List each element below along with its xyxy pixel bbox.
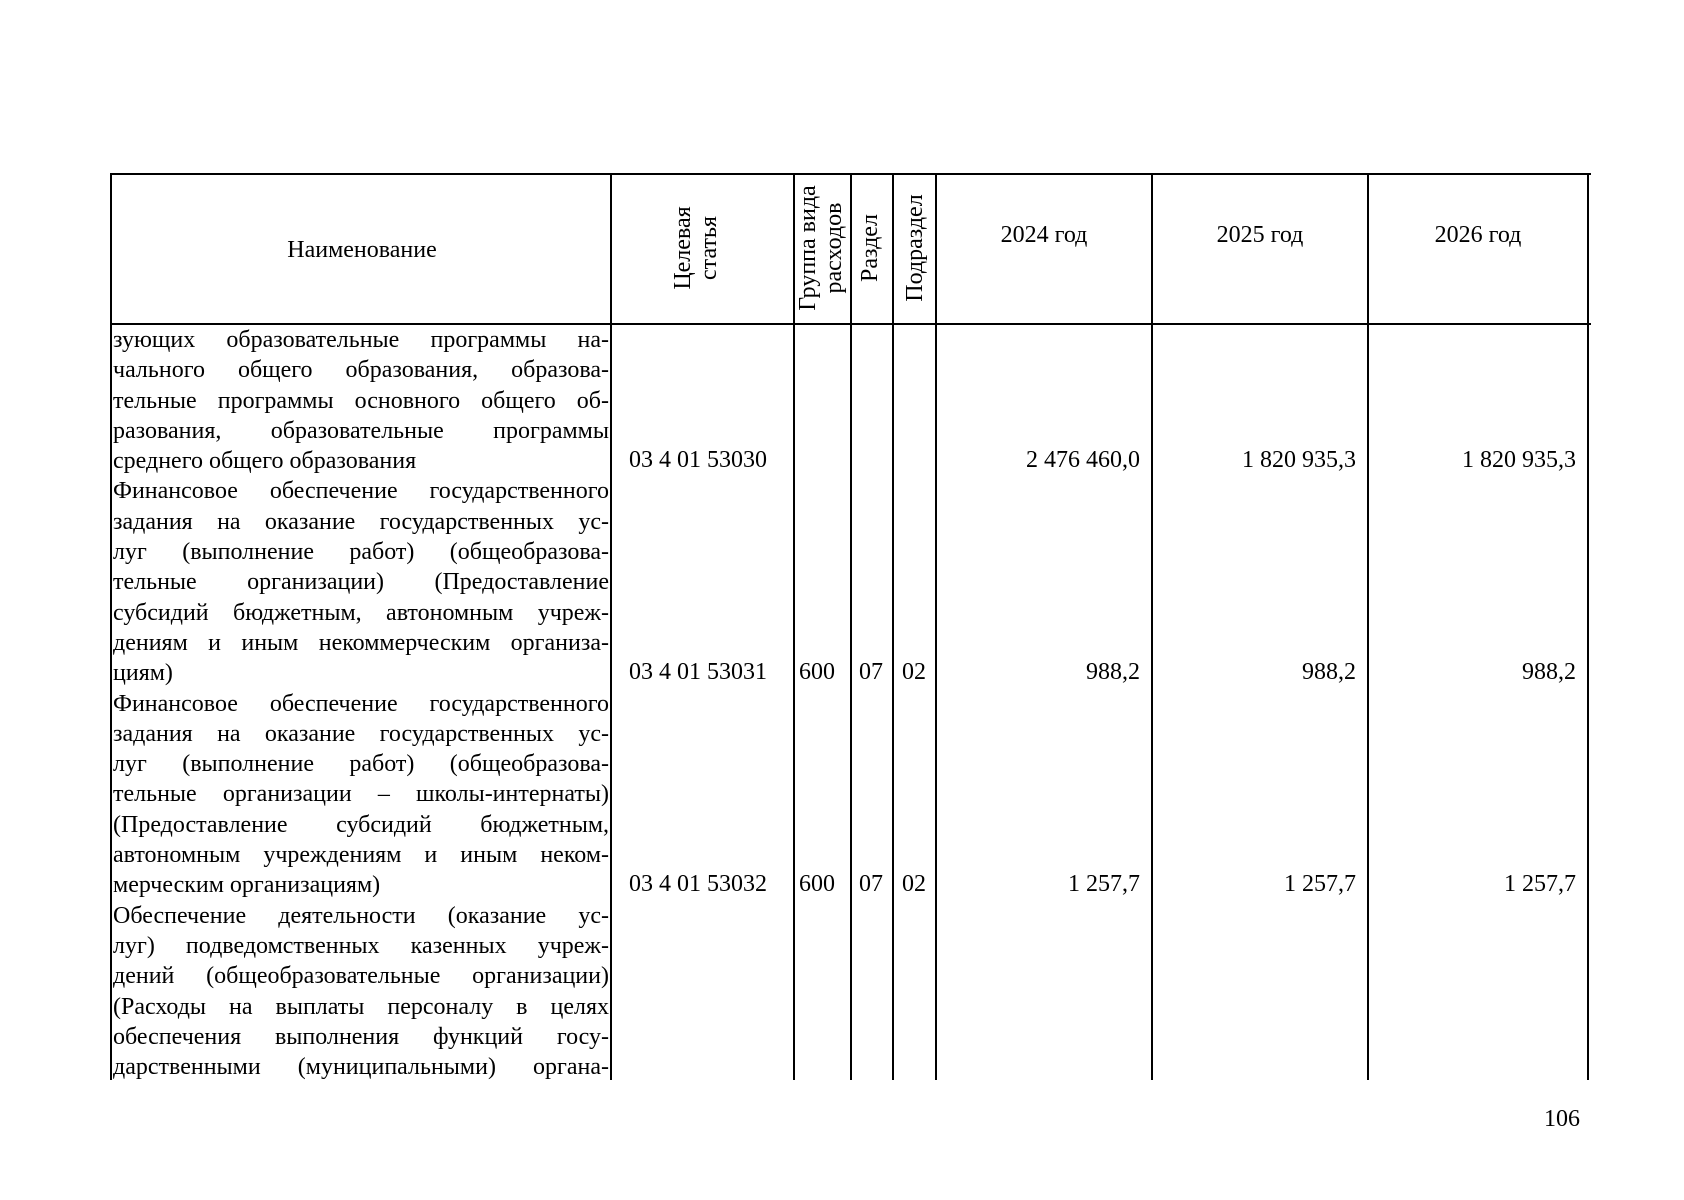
row1-2025: 1 820 935,3	[1242, 447, 1356, 473]
row3-section: 07	[859, 871, 883, 897]
row2-name-line: тельные организации) (Предоставление	[113, 569, 609, 596]
row1-article: 03 4 01 53030	[629, 447, 767, 473]
col-divider-subsection	[892, 173, 894, 1080]
row2-name-line: субсидий бюджетным, автономным учреж-	[113, 599, 609, 626]
row3-name-line: луг (выполнение работ) (общеобразова-	[113, 751, 609, 778]
row2-2025: 988,2	[1302, 659, 1356, 685]
row1-name-line: разования, образовательные программы	[113, 417, 609, 444]
row3-article: 03 4 01 53032	[629, 871, 767, 897]
row3-2025: 1 257,7	[1284, 871, 1356, 897]
header-subsection-label: Подраздел	[902, 194, 928, 302]
header-2024: 2024 год	[1000, 221, 1088, 248]
row1-2024: 2 476 460,0	[1026, 447, 1140, 473]
table-left-border	[110, 173, 112, 1080]
name-column	[113, 325, 609, 1082]
header-subsection	[902, 180, 928, 316]
row3-name-line: (Предоставление субсидий бюджетным,	[113, 811, 609, 838]
row4-name-line: дений (общеобразовательные организации)	[113, 963, 609, 990]
header-2025: 2025 год	[1216, 221, 1304, 248]
row4-name-line: Обеспечение деятельности (оказание ус-	[113, 902, 609, 929]
row1-name-line: чального общего образования, образова-	[113, 357, 609, 384]
row1-name-line: тельные программы основного общего об-	[113, 387, 609, 414]
row4-name-line: обеспечения выполнения функций госу-	[113, 1023, 609, 1050]
header-section	[857, 188, 883, 308]
row3-name-line: тельные организации – школы-интернаты)	[113, 781, 609, 808]
row1-name-line: среднего общего образования	[113, 448, 417, 475]
header-target-article-line2: статья	[696, 216, 722, 280]
row2-subsection: 02	[902, 659, 926, 685]
row2-group: 600	[799, 659, 835, 685]
row4-name-line: дарственными (муниципальными) органа-	[113, 1054, 609, 1081]
header-expense-group	[795, 176, 847, 320]
header-section-label: Раздел	[857, 214, 883, 282]
row2-name-line: дениям и иным некоммерческим организа-	[113, 629, 609, 656]
header-2026: 2026 год	[1434, 221, 1522, 248]
row2-name-line: задания на оказание государственных ус-	[113, 508, 609, 535]
row3-name-line: автономным учреждениям и иным неком-	[113, 842, 609, 869]
col-divider-2025	[1151, 173, 1153, 1080]
row1-name-line: зующих образовательные программы на-	[113, 327, 609, 353]
col-divider-section	[850, 173, 852, 1080]
page-number: 106	[1544, 1106, 1580, 1132]
row3-2024: 1 257,7	[1068, 871, 1140, 897]
row2-section: 07	[859, 659, 883, 685]
row3-2026: 1 257,7	[1504, 871, 1576, 897]
row2-2026: 988,2	[1522, 659, 1576, 685]
row2-name-line: луг (выполнение работ) (общеобразова-	[113, 539, 609, 566]
header-target-article	[670, 178, 722, 318]
row4-name-line: луг) подведомственных казенных учреж-	[113, 932, 609, 959]
row3-subsection: 02	[902, 871, 926, 897]
row1-2026: 1 820 935,3	[1462, 447, 1576, 473]
header-expense-group-line1: Группа вида	[795, 185, 821, 311]
row3-group: 600	[799, 871, 835, 897]
row3-name-line: Финансовое обеспечение государственного	[113, 690, 609, 717]
row4-name-line: (Расходы на выплаты персоналу в целях	[113, 993, 609, 1020]
row3-name-line: задания на оказание государственных ус-	[113, 720, 609, 747]
row2-2024: 988,2	[1086, 659, 1140, 685]
header-expense-group-line2: расходов	[821, 202, 847, 294]
header-target-article-line1: Целевая	[670, 206, 696, 290]
row2-article: 03 4 01 53031	[629, 659, 767, 685]
table-right-border	[1587, 173, 1589, 1080]
header-name: Наименование	[287, 236, 437, 263]
col-divider-2024	[935, 173, 937, 1080]
row2-name-line: циям)	[113, 660, 173, 687]
col-divider-2026	[1367, 173, 1369, 1080]
row2-name-line: Финансовое обеспечение государственного	[113, 478, 609, 505]
row3-name-line: мерческим организациям)	[113, 872, 381, 899]
